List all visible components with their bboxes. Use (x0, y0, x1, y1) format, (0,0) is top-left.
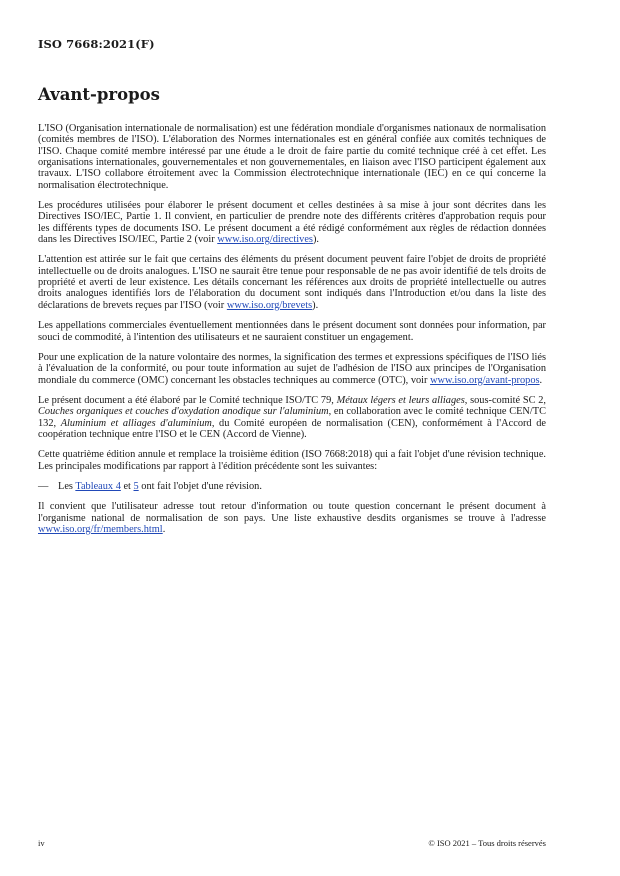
list-dash: — (38, 480, 49, 492)
paragraph-committee (38, 395, 546, 440)
link-brevets[interactable]: www.iso.org/brevets (226, 299, 313, 311)
list-text: ont fait l'objet d'une révision. (138, 480, 262, 492)
link-tableau-5[interactable]: 5 (133, 480, 139, 492)
foreword-body (38, 123, 546, 544)
paragraph-text: Le présent document a été élaboré par le Comité technique ISO/TC 79, (38, 394, 337, 406)
list-text: Les (58, 480, 76, 492)
paragraph-edition: Cette quatrième édition annule et remplace la troisième édition (ISO 7668:2018) qui a fait l'objet d'une révision technique. Les principales modifications par rapport à l'édition précédente sont les suivantes: (38, 449, 546, 472)
page-title: Avant-propos (38, 85, 160, 104)
paragraph-text: . (162, 523, 166, 535)
paragraph-text: Il convient que l'utilisateur adresse tout retour d'information ou toute question concernant le présent document à l'organisme national de normalisation de son pays. Une liste exhaustive desdits organismes se trouve à l'adresse (38, 501, 546, 524)
link-members[interactable]: www.iso.org/fr/members.html (38, 523, 163, 535)
paragraph-text: L'attention est attirée sur le fait que certains des éléments du présent document peuvent faire l'objet de droits de propriété intellectuelle ou de droits analogues. L'ISO ne saurait être tenue pour responsable de ne pas avoir identifié de tels droits de propriété et averti de leur existence. Les détails concernant les références aux droits de propriété intellectuelle ou autres droits analogues identifiés lors de l'élaboration du document sont indiqués dans l'Introduction et/ou dans la liste des déclarations de brevets reçues par l'ISO (voir (38, 254, 546, 311)
paragraph-text: , en collaboration avec le comité technique CEN/TC 132, (38, 406, 546, 429)
paragraph-text: Pour une explication de la nature volontaire des normes, la signification des termes et expressions spécifiques de l'ISO liés à l'évaluation de la conformité, ou pour toute information au sujet de l'adhésion de l'ISO aux principes de l'Organisation mondiale du commerce (OMC) concernant les obstacles techniques au commerce (OTC), voir (38, 351, 546, 386)
paragraph-trade-names: Les appellations commerciales éventuellement mentionnées dans le présent document sont données pour information, par souci de commodité, à l'intention des utilisateurs et ne sauraient constituer un engagement. (38, 320, 546, 343)
list-text: et (120, 480, 134, 492)
paragraph-text: ). (312, 234, 319, 246)
committee-name: Métaux légers et leurs alliages (336, 394, 465, 406)
paragraph-voluntary-nature (38, 352, 546, 386)
link-tableaux-4[interactable]: Tableaux 4 (75, 480, 121, 492)
list-item (38, 481, 546, 492)
page-number: iv (38, 838, 45, 848)
paragraph-text: Les procédures utilisées pour élaborer le présent document et celles destinées à sa mise à jour sont décrites dans les Directives ISO/IEC, Partie 1. Il convient, en particulier de prendre note des différents critères d'approbation requis pour les différents types de documents ISO. Le présent document a été rédigé conformément aux règles de rédaction données dans les Directives ISO/IEC, Partie 2 (voir (38, 200, 546, 246)
link-directives[interactable]: www.iso.org/directives (217, 234, 313, 246)
cen-committee-name: Aluminium et alliages d'aluminium (60, 417, 212, 429)
paragraph-feedback (38, 501, 546, 535)
paragraph-iso-intro: L'ISO (Organisation internationale de normalisation) est une fédération mondiale d'organismes nationaux de normalisation (comités membres de l'ISO). L'élaboration des Normes internationales est en général confiée aux comités techniques de l'ISO. Chaque comité membre intéressé par une étude a le droit de faire partie du comité technique créé à cet effet. Les organisations internationales, gouvernementales et non gouvernementales, en liaison avec l'ISO participent également aux travaux. L'ISO collabore étroitement avec la Commission électrotechnique internationale (IEC) en ce qui concerne la normalisation électrotechnique. (38, 123, 546, 191)
link-avant-propos[interactable]: www.iso.org/avant-propos (430, 374, 540, 386)
paragraph-procedures (38, 200, 546, 245)
document-id: ISO 7668:2021(F) (38, 37, 155, 51)
paragraph-text: ). (312, 299, 319, 311)
subcommittee-name: Couches organiques et couches d'oxydation anodique sur l'aluminium (38, 406, 329, 418)
paragraph-text: , sous-comité SC 2, (464, 394, 546, 406)
copyright-notice: © ISO 2021 – Tous droits réservés (428, 838, 546, 848)
paragraph-text: . (539, 374, 543, 386)
paragraph-text: , du Comité européen de normalisation (CEN), conformément à l'Accord de coopération technique entre l'ISO et le CEN (Accord de Vienne). (38, 417, 546, 440)
paragraph-patents (38, 254, 546, 311)
